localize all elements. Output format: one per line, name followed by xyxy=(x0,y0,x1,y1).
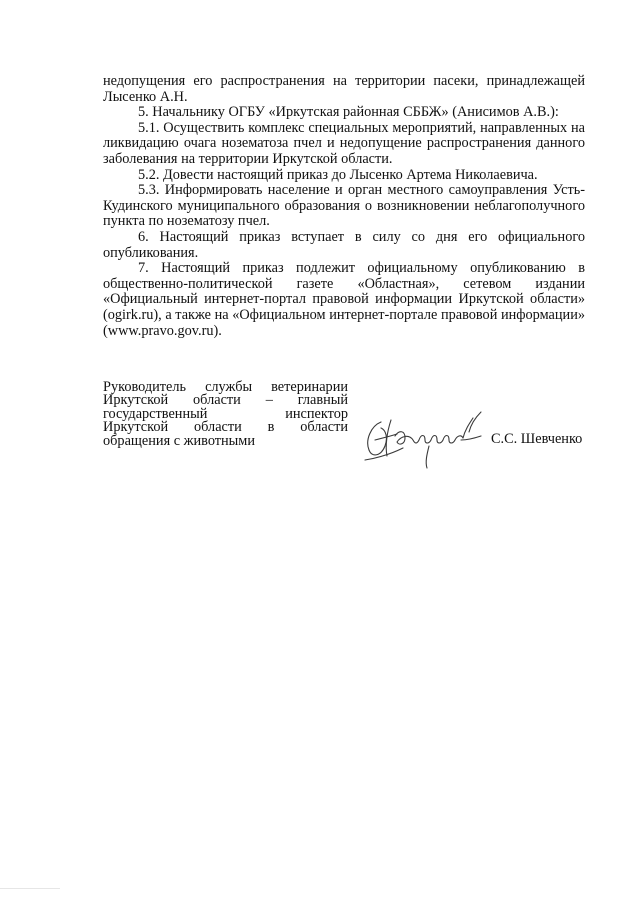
paragraph-item-7: 7. Настоящий приказ подлежит официальному опубликованию в общественно-политической газете «Областная», сетевом издании «Официальный интернет-портал правовой информации Иркутской области» (ogirk.ru), а также на «Официальном интернет-портале правовой информации» (www.pravo.gov.ru). xyxy=(103,260,585,339)
page-edge-mark xyxy=(0,888,60,889)
signatory-position-line: государственный инспектор xyxy=(103,405,348,422)
paragraph-item-5: 5. Начальнику ОГБУ «Иркутская районная СББЖ» (Анисимов А.В.): xyxy=(138,104,559,121)
signatory-position xyxy=(103,381,348,448)
signatory-position-line: Иркутской области в области xyxy=(103,419,348,436)
paragraph-continuation: недопущения его распространения на территории пасеки, принадлежащей Лысенко А.Н. xyxy=(103,73,585,105)
paragraph-item-5-3: 5.3. Информировать население и орган местного самоуправления Усть-Кудинского муниципального образования о возникновении неблагополучного пункта по нозематозу пчел. xyxy=(103,182,585,230)
signatory-position-line: Руководитель службы ветеринарии xyxy=(103,379,348,395)
paragraph-item-5-2: 5.2. Довести настоящий приказ до Лысенко Артема Николаевича. xyxy=(138,166,538,183)
signatory-name: С.С. Шевченко xyxy=(491,431,583,447)
signatory-position-line: Иркутской области – главный xyxy=(103,392,348,409)
order-body-text xyxy=(103,74,585,339)
signatory-position-line: обращения с животными xyxy=(103,432,255,449)
handwritten-signature xyxy=(357,396,497,476)
paragraph-item-5-1: 5.1. Осуществить комплекс специальных мероприятий, направленных на ликвидацию очага нозематоза пчел и недопущение распространения данного заболевания на территории Иркутской области. xyxy=(103,119,585,167)
paragraph-item-6: 6. Настоящий приказ вступает в силу со дня его официального опубликования. xyxy=(103,228,585,261)
